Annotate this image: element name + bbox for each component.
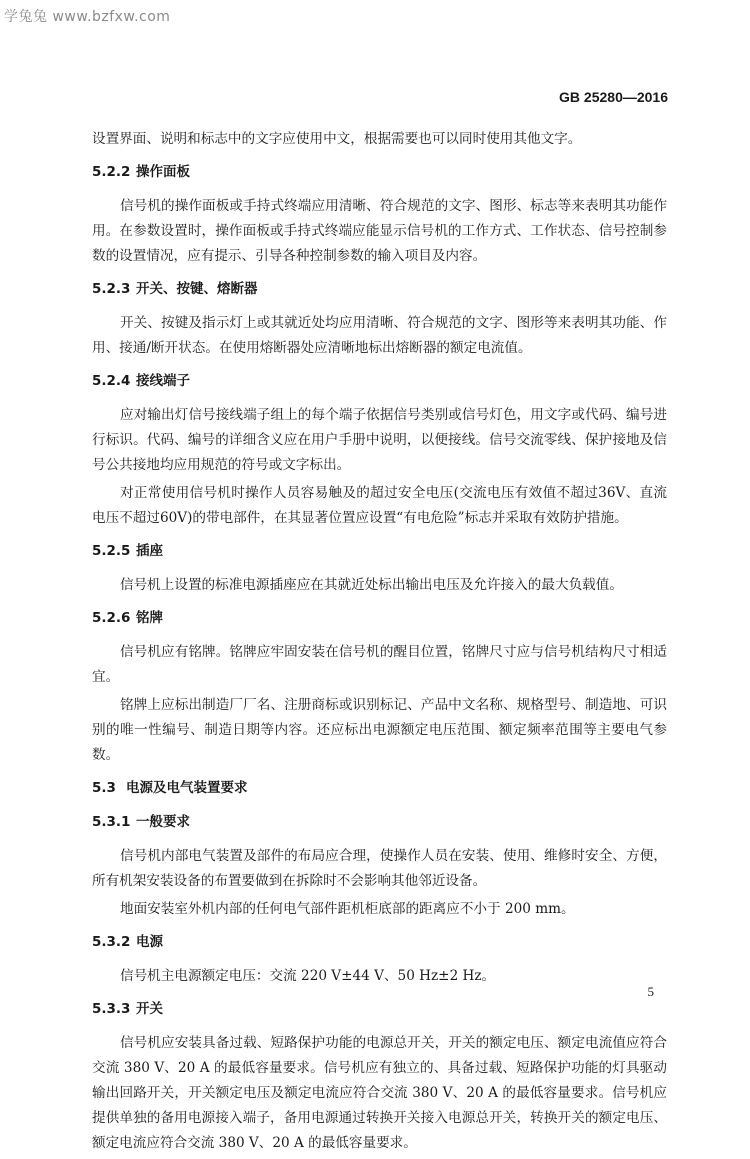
paragraph-5-3-1-a: 信号机内部电气装置及部件的布局应合理，使操作人员在安装、使用、维修时安全、方便，所有机架安装设备的布置要做到在拆除时不会影响其他邻近设备。 [92,848,667,889]
section-title: 接线端子 [136,373,190,389]
paragraph-5-3-3: 信号机应安装具备过载、短路保护功能的电源总开关，开关的额定电压、额定电流值应符合交流 380 V、20 A 的最低容量要求。信号机应有独立的、具备过载、短路保护功能的灯具驱动输出回路开关，开关额定电压及额定电流应符合交流 380 V、20 A 的最低容量要求。信号机应提供单独的备用电源接入端子，备用电源通过转换开关接入电源总开关，转换开关的额定电压、额定电流应符合交流 380 V、20 A 的最低容量要求。 [92,1035,667,1151]
section-number: 5.3 [92,780,116,796]
section-title: 一般要求 [136,814,190,830]
heading-5-3-1 [92,810,667,835]
section-number: 5.3.3 [92,1001,131,1017]
section-title: 电源及电气装置要求 [126,780,248,796]
paragraph-5-2-6-a: 信号机应有铭牌。铭牌应牢固安装在信号机的醒目位置，铭牌尺寸应与信号机结构尺寸相适宜。 [92,644,667,685]
section-number: 5.3.2 [92,934,131,950]
section-number: 5.2.4 [92,373,131,389]
paragraph-5-2-5: 信号机上设置的标准电源插座应在其就近处标出输出电压及允许接入的最大负载值。 [120,577,623,593]
heading-5-2-6 [92,606,667,631]
section-number: 5.3.1 [92,814,131,830]
paragraph-5-3-2: 信号机主电源额定电压：交流 220 V±44 V、50 Hz±2 Hz。 [120,968,496,984]
section-title: 电源 [136,934,163,950]
heading-5-2-5 [92,539,667,564]
page-number: 5 [647,984,654,999]
paragraph-intro: 设置界面、说明和标志中的文字应使用中文，根据需要也可以同时使用其他文字。 [92,131,582,147]
paragraph-5-3-1-b: 地面安装室外机内部的任何电气部件距机柜底部的距离应不小于 200 mm。 [120,901,575,917]
watermark: 学兔兔 www.bzfxw.com [4,9,171,25]
paragraph-5-2-6-b: 铭牌上应标出制造厂厂名、注册商标或识别标记、产品中文名称、规格型号、制造地、可识别的唯一性编号、制造日期等内容。还应标出电源额定电压范围、额定频率范围等主要电气参数。 [92,697,667,763]
section-title: 插座 [136,543,163,559]
standard-number: GB 25280—2016 [559,89,668,105]
paragraph-5-2-3: 开关、按键及指示灯上或其就近处均应用清晰、符合规范的文字、图形等来表明其功能、作用、接通/断开状态。在使用熔断器处应清晰地标出熔断器的额定电流值。 [92,315,667,356]
section-number: 5.2.3 [92,281,131,297]
section-title: 开关、按键、熔断器 [136,281,258,297]
paragraph-5-2-4-b: 对正常使用信号机时操作人员容易触及的超过安全电压(交流电压有效值不超过36V、直流电压不超过60V)的带电部件，在其显著位置应设置“有电危险”标志并采取有效防护措施。 [92,485,667,526]
section-title: 开关 [136,1001,163,1017]
heading-5-3-2 [92,930,667,955]
section-number: 5.2.6 [92,610,131,626]
document-body [92,127,667,1159]
paragraph-5-2-2: 信号机的操作面板或手持式终端应用清晰、符合规范的文字、图形、标志等来表明其功能作用。在参数设置时，操作面板或手持式终端应能显示信号机的工作方式、工作状态、信号控制参数的设置情况，应有提示、引导各种控制参数的输入项目及内容。 [92,198,667,264]
heading-5-2-2 [92,160,667,185]
section-title: 铭牌 [136,610,163,626]
heading-5-3 [92,776,667,801]
heading-5-2-3 [92,277,667,302]
section-title: 操作面板 [136,164,190,180]
section-number: 5.2.5 [92,543,131,559]
section-number: 5.2.2 [92,164,131,180]
heading-5-3-3 [92,997,667,1022]
paragraph-5-2-4-a: 应对输出灯信号接线端子组上的每个端子依据信号类别或信号灯色，用文字或代码、编号进行标识。代码、编号的详细含义应在用户手册中说明，以便接线。信号交流零线、保护接地及信号公共接地均应用规范的符号或文字标出。 [92,407,667,473]
heading-5-2-4 [92,369,667,394]
